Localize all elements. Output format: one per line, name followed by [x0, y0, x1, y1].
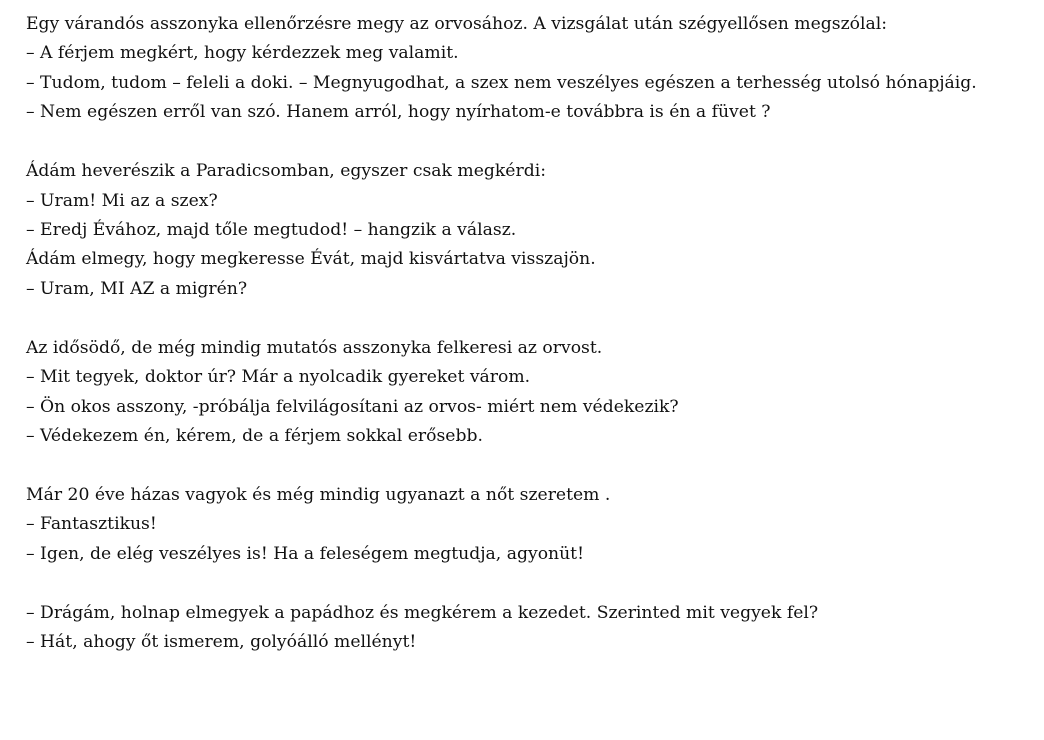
text-line: – Mit tegyek, doktor úr? Már a nyolcadik gyereket várom. [26, 367, 531, 388]
text-line: – A férjem megkért, hogy kérdezzek meg valamit. [26, 43, 459, 64]
text-line: – Nem egészen erről van szó. Hanem arról, hogy nyírhatom-e továbbra is én a füvet ? [26, 102, 771, 123]
text-line: – Tudom, tudom – feleli a doki. – Megnyugodhat, a szex nem veszélyes egészen a terhesség utolsó hónapjáig. [26, 72, 977, 93]
jokes-document [26, 10, 986, 658]
text-line: – Igen, de elég veszélyes is! Ha a feleségem megtudja, agyonüt! [26, 543, 584, 564]
joke-paragraph [26, 157, 986, 304]
text-line: – Uram, MI AZ a migrén? [26, 278, 248, 299]
text-line: – Hát, ahogy őt ismerem, golyóálló mellényt! [26, 632, 417, 653]
text-line: – Fantasztikus! [26, 514, 157, 535]
joke-paragraph [26, 10, 986, 128]
text-line: Ádám elmegy, hogy megkeresse Évát, majd kisvártatva visszajön. [26, 249, 596, 270]
text-line: Már 20 éve házas vagyok és még mindig ugyanazt a nőt szeretem . [26, 485, 611, 506]
text-line: – Védekezem én, kérem, de a férjem sokkal erősebb. [26, 426, 483, 447]
joke-paragraph [26, 599, 986, 658]
text-line: – Eredj Évához, majd tőle megtudod! – hangzik a válasz. [26, 220, 517, 241]
text-line: – Uram! Mi az a szex? [26, 190, 218, 211]
text-line: Egy várandós asszonyka ellenőrzésre megy az orvosához. A vizsgálat után szégyellősen megszólal: [26, 14, 888, 34]
joke-paragraph [26, 481, 986, 569]
text-line: Ádám heverészik a Paradicsomban, egyszer csak megkérdi: [26, 161, 546, 182]
text-line: – Ön okos asszony, -próbálja felvilágosítani az orvos- miért nem védekezik? [26, 396, 679, 417]
text-line: Az idősödő, de még mindig mutatós asszonyka felkeresi az orvost. [26, 337, 603, 358]
text-line: – Drágám, holnap elmegyek a papádhoz és megkérem a kezedet. Szerinted mit vegyek fel? [26, 602, 819, 623]
joke-paragraph [26, 334, 986, 452]
